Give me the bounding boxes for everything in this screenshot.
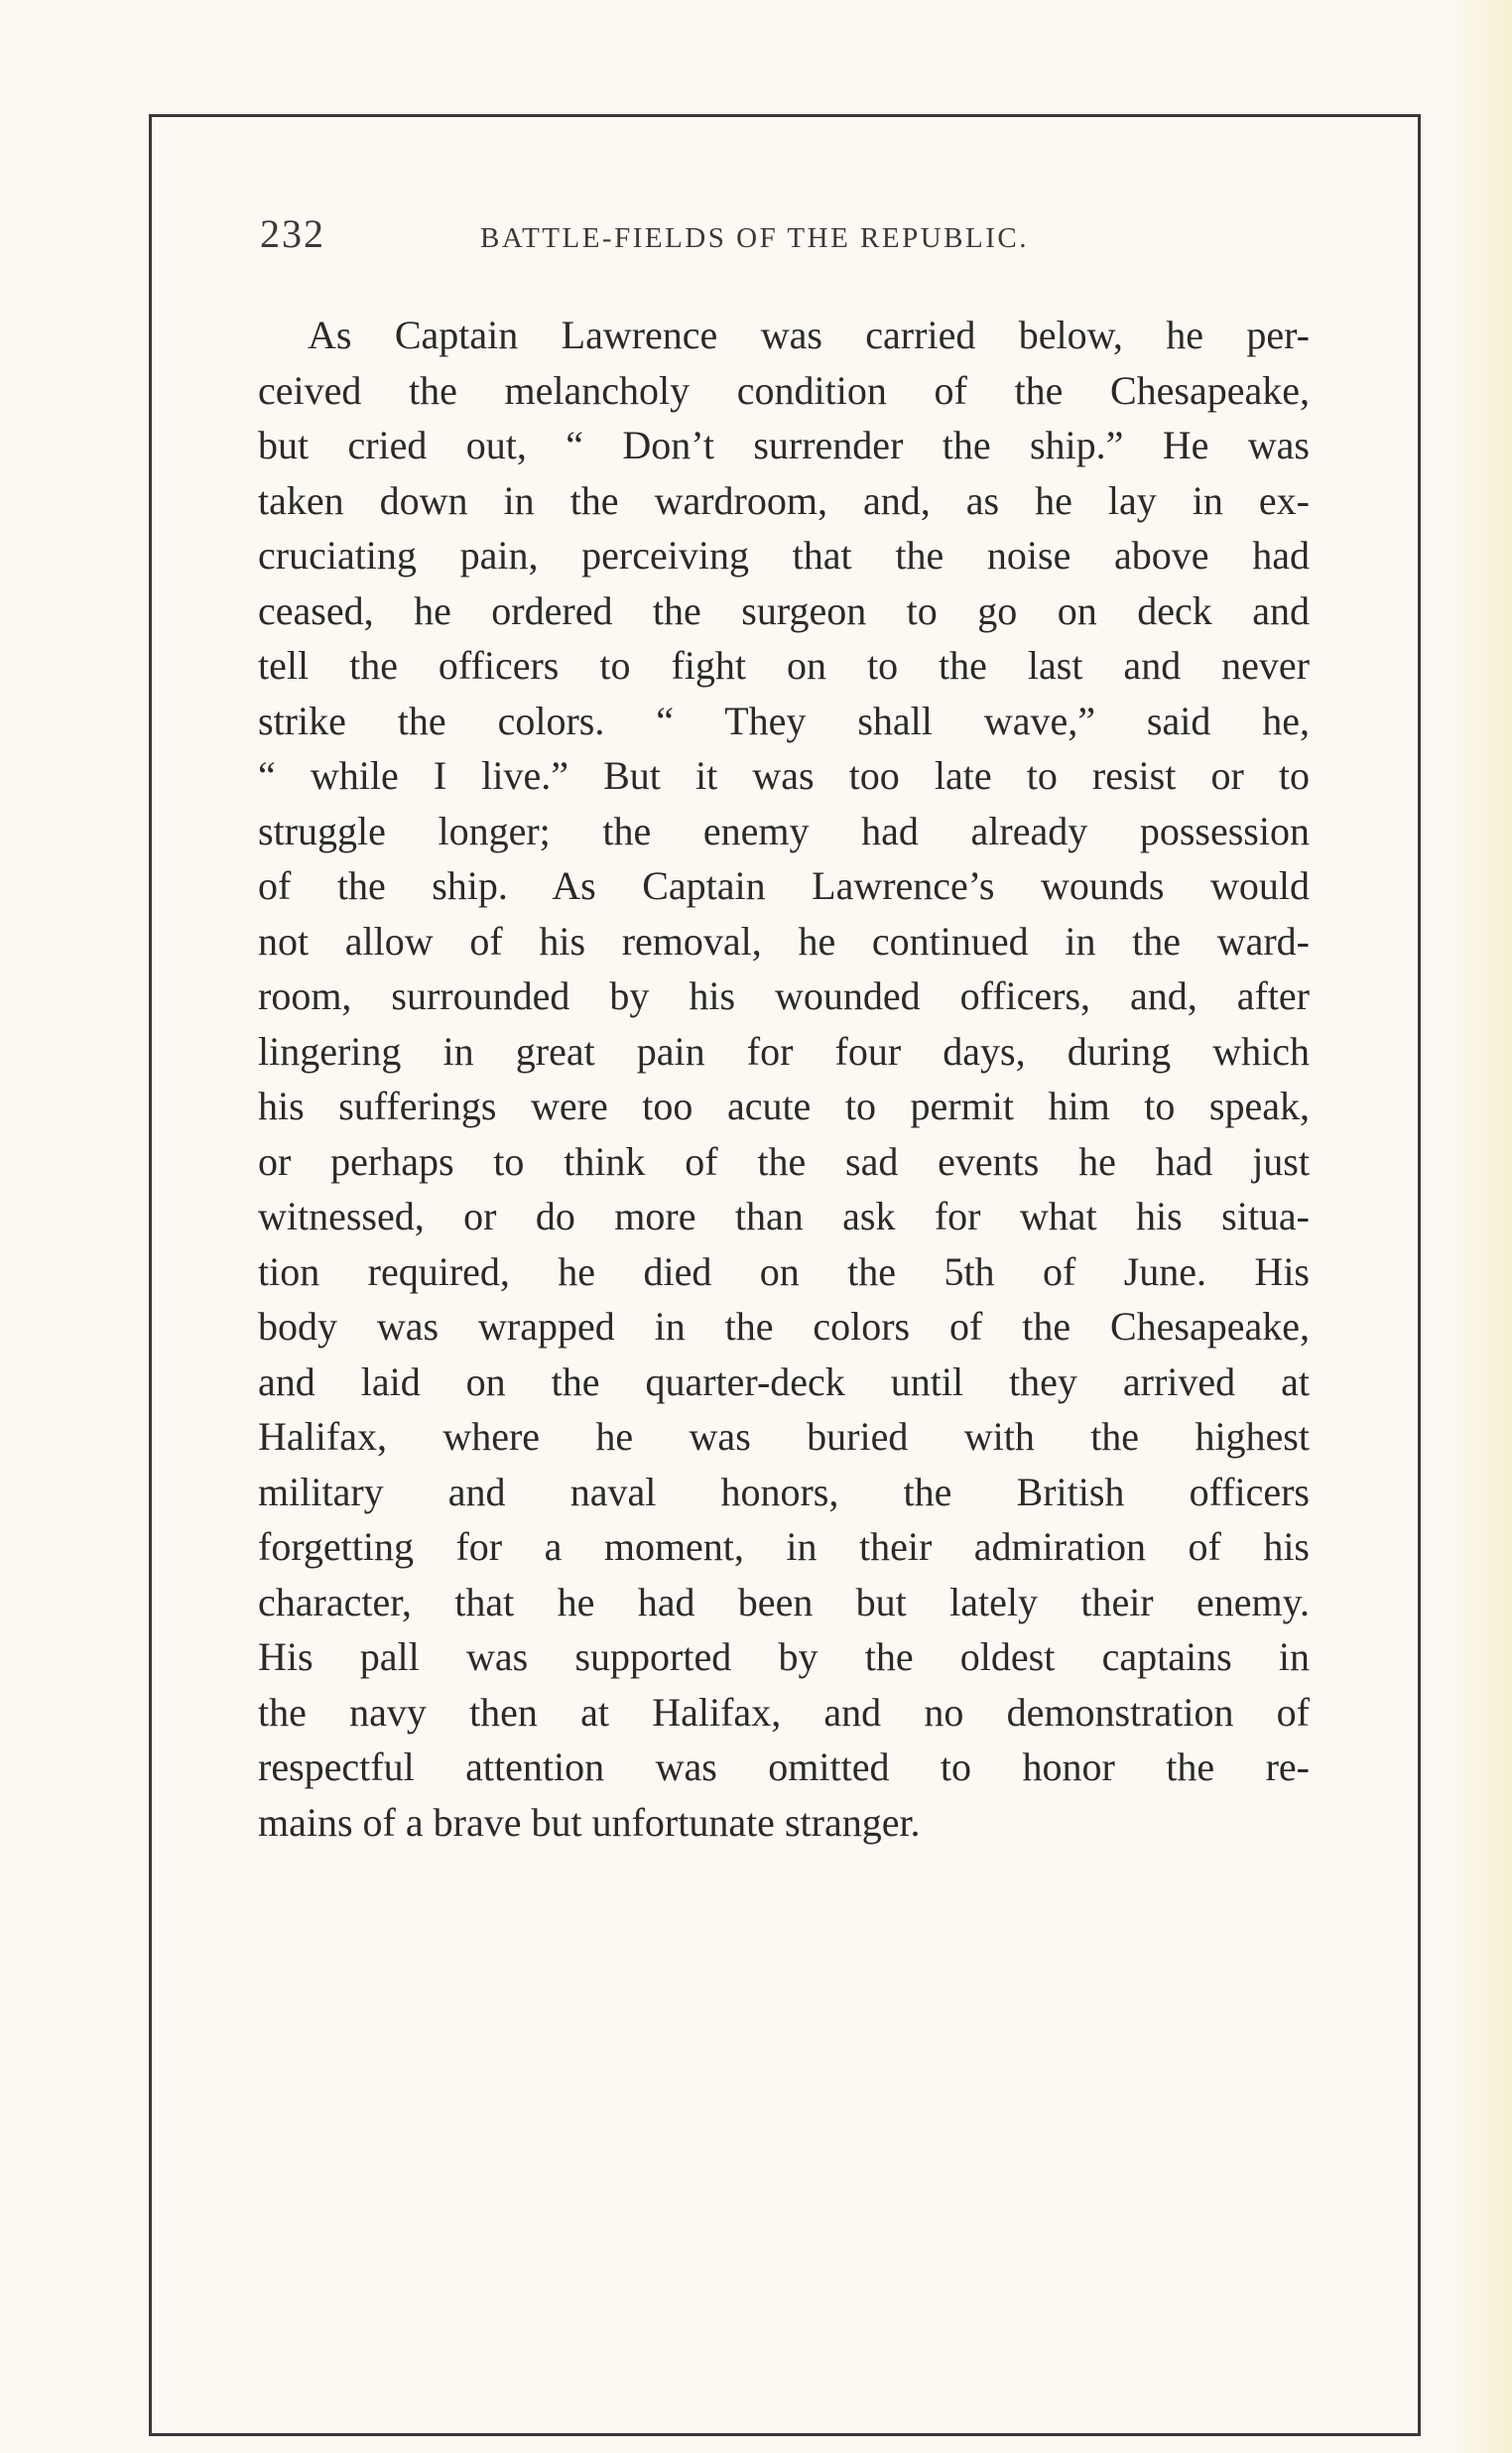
text-line: strike the colors. “ They shall wave,” said he, bbox=[258, 698, 1310, 743]
frame-right-rule bbox=[1418, 117, 1421, 2433]
text-line: of the ship. As Captain Lawrence’s wounds would bbox=[258, 863, 1310, 908]
text-line: forgetting for a moment, in their admiration of his bbox=[258, 1524, 1310, 1569]
text-line: but cried out, “ Don’t surrender the ship.” He was bbox=[258, 423, 1310, 467]
body-text bbox=[258, 308, 1310, 1850]
text-line: tell the officers to fight on to the last and never bbox=[258, 643, 1310, 688]
page-number: 232 bbox=[260, 211, 325, 256]
text-line: Halifax, where he was buried with the highest bbox=[258, 1414, 1310, 1459]
text-line: respectful attention was omitted to honor the re- bbox=[258, 1744, 1310, 1789]
text-line: tion required, he died on the 5th of June. His bbox=[258, 1248, 1310, 1294]
text-line: As Captain Lawrence was carried below, he per- bbox=[308, 313, 1310, 357]
frame-bottom-rule bbox=[149, 2433, 1421, 2436]
text-line: His pall was supported by the oldest captains in bbox=[258, 1634, 1310, 1679]
text-line: and laid on the quarter-deck until they arrived at bbox=[258, 1358, 1310, 1404]
text-line: ceived the melancholy condition of the Chesapeake, bbox=[258, 367, 1310, 413]
text-line: not allow of his removal, he continued in the ward- bbox=[258, 918, 1310, 964]
running-head bbox=[260, 210, 1173, 260]
text-line: or perhaps to think of the sad events he had just bbox=[258, 1138, 1310, 1184]
text-line: room, surrounded by his wounded officers, and, after bbox=[258, 973, 1310, 1018]
running-head-title: BATTLE-FIELDS OF THE REPUBLIC. bbox=[480, 222, 1029, 254]
text-line: “ while I live.” But it was too late to resist or to bbox=[258, 753, 1310, 798]
frame-top-rule bbox=[149, 114, 1421, 117]
text-line: struggle longer; the enemy had already possession bbox=[258, 808, 1310, 853]
text-line: mains of a brave but unfortunate stranger. bbox=[258, 1799, 921, 1845]
text-line: his sufferings were too acute to permit him to speak, bbox=[258, 1084, 1310, 1128]
text-line: character, that he had been but lately their enemy. bbox=[258, 1579, 1310, 1624]
text-line: military and naval honors, the British officers bbox=[258, 1469, 1310, 1514]
page-edge-tint bbox=[1452, 0, 1512, 2453]
text-line: body was wrapped in the colors of the Chesapeake, bbox=[258, 1304, 1310, 1349]
text-line: taken down in the wardroom, and, as he lay in ex- bbox=[258, 477, 1310, 523]
text-line: the navy then at Halifax, and no demonstration of bbox=[258, 1689, 1310, 1735]
frame-left-rule bbox=[149, 114, 152, 2433]
text-line: witnessed, or do more than ask for what his situa- bbox=[258, 1194, 1310, 1238]
text-line: ceased, he ordered the surgeon to go on deck and bbox=[258, 587, 1310, 633]
text-line: lingering in great pain for four days, during which bbox=[258, 1028, 1310, 1074]
text-line: cruciating pain, perceiving that the noise above had bbox=[258, 533, 1310, 578]
